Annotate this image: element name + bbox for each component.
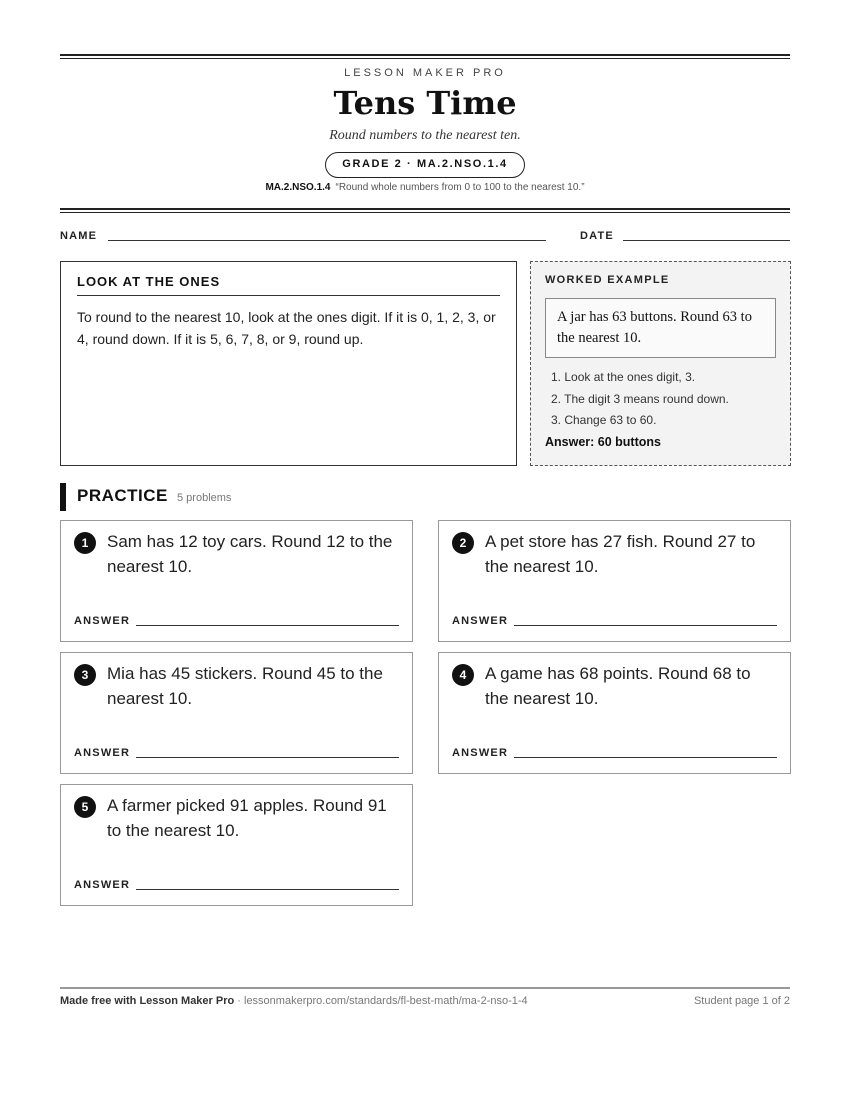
problem-text: A pet store has 27 fish. Round 27 to the nearest 10. xyxy=(485,532,756,576)
grade-badge: GRADE 2 · MA.2.NSO.1.4 xyxy=(325,152,525,178)
footer-separator: · xyxy=(234,995,244,1007)
practice-title: PRACTICE xyxy=(77,486,168,505)
problem-text: A game has 68 points. Round 68 to the nearest 10. xyxy=(485,664,751,708)
footer-made-with: Made free with Lesson Maker Pro xyxy=(60,995,235,1007)
answer-label: ANSWER xyxy=(452,615,509,627)
answer-line[interactable] xyxy=(136,889,399,890)
header-bottom-rule xyxy=(60,208,790,213)
date-label: DATE xyxy=(580,230,614,242)
page-title: Tens Time xyxy=(333,84,517,122)
answer-label: ANSWER xyxy=(74,879,131,891)
practice-problem-card xyxy=(60,652,413,774)
worked-step: 2. The digit 3 means round down. xyxy=(551,391,729,406)
worked-example-title: WORKED EXAMPLE xyxy=(545,274,670,286)
problem-text: Sam has 12 toy cars. Round 12 to the nearest 10. xyxy=(107,532,393,576)
footer-page-number: Student page 1 of 2 xyxy=(693,995,790,1007)
answer-line[interactable] xyxy=(514,757,777,758)
answer-label: ANSWER xyxy=(74,747,131,759)
look-at-ones-body: To round to the nearest 10, look at the ones digit. If it is 0, 1, 2, 3, or 4, round down. If it is 5, 6, 7, 8, or 9, round up. xyxy=(77,309,496,347)
footer-url-link[interactable]: lessonmakerpro.com/standards/fl-best-math/ma-2-nso-1-4 xyxy=(244,995,528,1007)
worked-step: 1. Look at the ones digit, 3. xyxy=(551,370,696,384)
look-at-ones-title: LOOK AT THE ONES xyxy=(77,274,500,296)
problem-number-badge: 2 xyxy=(452,532,474,554)
problem-number-badge: 3 xyxy=(74,664,96,686)
practice-problem-card xyxy=(60,784,413,906)
practice-problem-card xyxy=(438,520,791,642)
worked-example-problem: A jar has 63 buttons. Round 63 to the nearest 10. xyxy=(545,298,776,358)
answer-line[interactable] xyxy=(136,625,399,626)
practice-accent-bar xyxy=(60,483,66,511)
standard-line xyxy=(0,182,850,193)
page-subtitle: Round numbers to the nearest ten. xyxy=(329,128,521,143)
name-line[interactable] xyxy=(108,240,546,241)
practice-problem-card xyxy=(60,520,413,642)
brand-name: LESSON MAKER PRO xyxy=(344,67,506,79)
practice-problem-card xyxy=(438,652,791,774)
answer-label: ANSWER xyxy=(452,747,509,759)
problem-text: A farmer picked 91 apples. Round 91 to the nearest 10. xyxy=(107,796,387,840)
problem-number-badge: 5 xyxy=(74,796,96,818)
worked-example-answer: Answer: 60 buttons xyxy=(545,434,661,449)
answer-line[interactable] xyxy=(514,625,777,626)
problem-number-badge: 4 xyxy=(452,664,474,686)
footer-rule xyxy=(60,987,790,989)
standard-text: “Round whole numbers from 0 to 100 to the nearest 10.” xyxy=(335,182,585,193)
footer-credit xyxy=(60,995,528,1007)
answer-label: ANSWER xyxy=(74,615,131,627)
worked-example-steps xyxy=(545,367,776,432)
problem-text: Mia has 45 stickers. Round 45 to the nearest 10. xyxy=(107,664,383,708)
header-top-rule xyxy=(60,54,790,59)
name-label: NAME xyxy=(60,230,98,242)
standard-code: MA.2.NSO.1.4 xyxy=(265,182,331,193)
date-line[interactable] xyxy=(623,240,790,241)
problem-number-badge: 1 xyxy=(74,532,96,554)
look-at-ones-box xyxy=(60,261,517,466)
worked-example-box xyxy=(530,261,791,466)
practice-count: 5 problems xyxy=(177,492,232,504)
answer-line[interactable] xyxy=(136,757,399,758)
worked-step: 3. Change 63 to 60. xyxy=(551,413,657,427)
